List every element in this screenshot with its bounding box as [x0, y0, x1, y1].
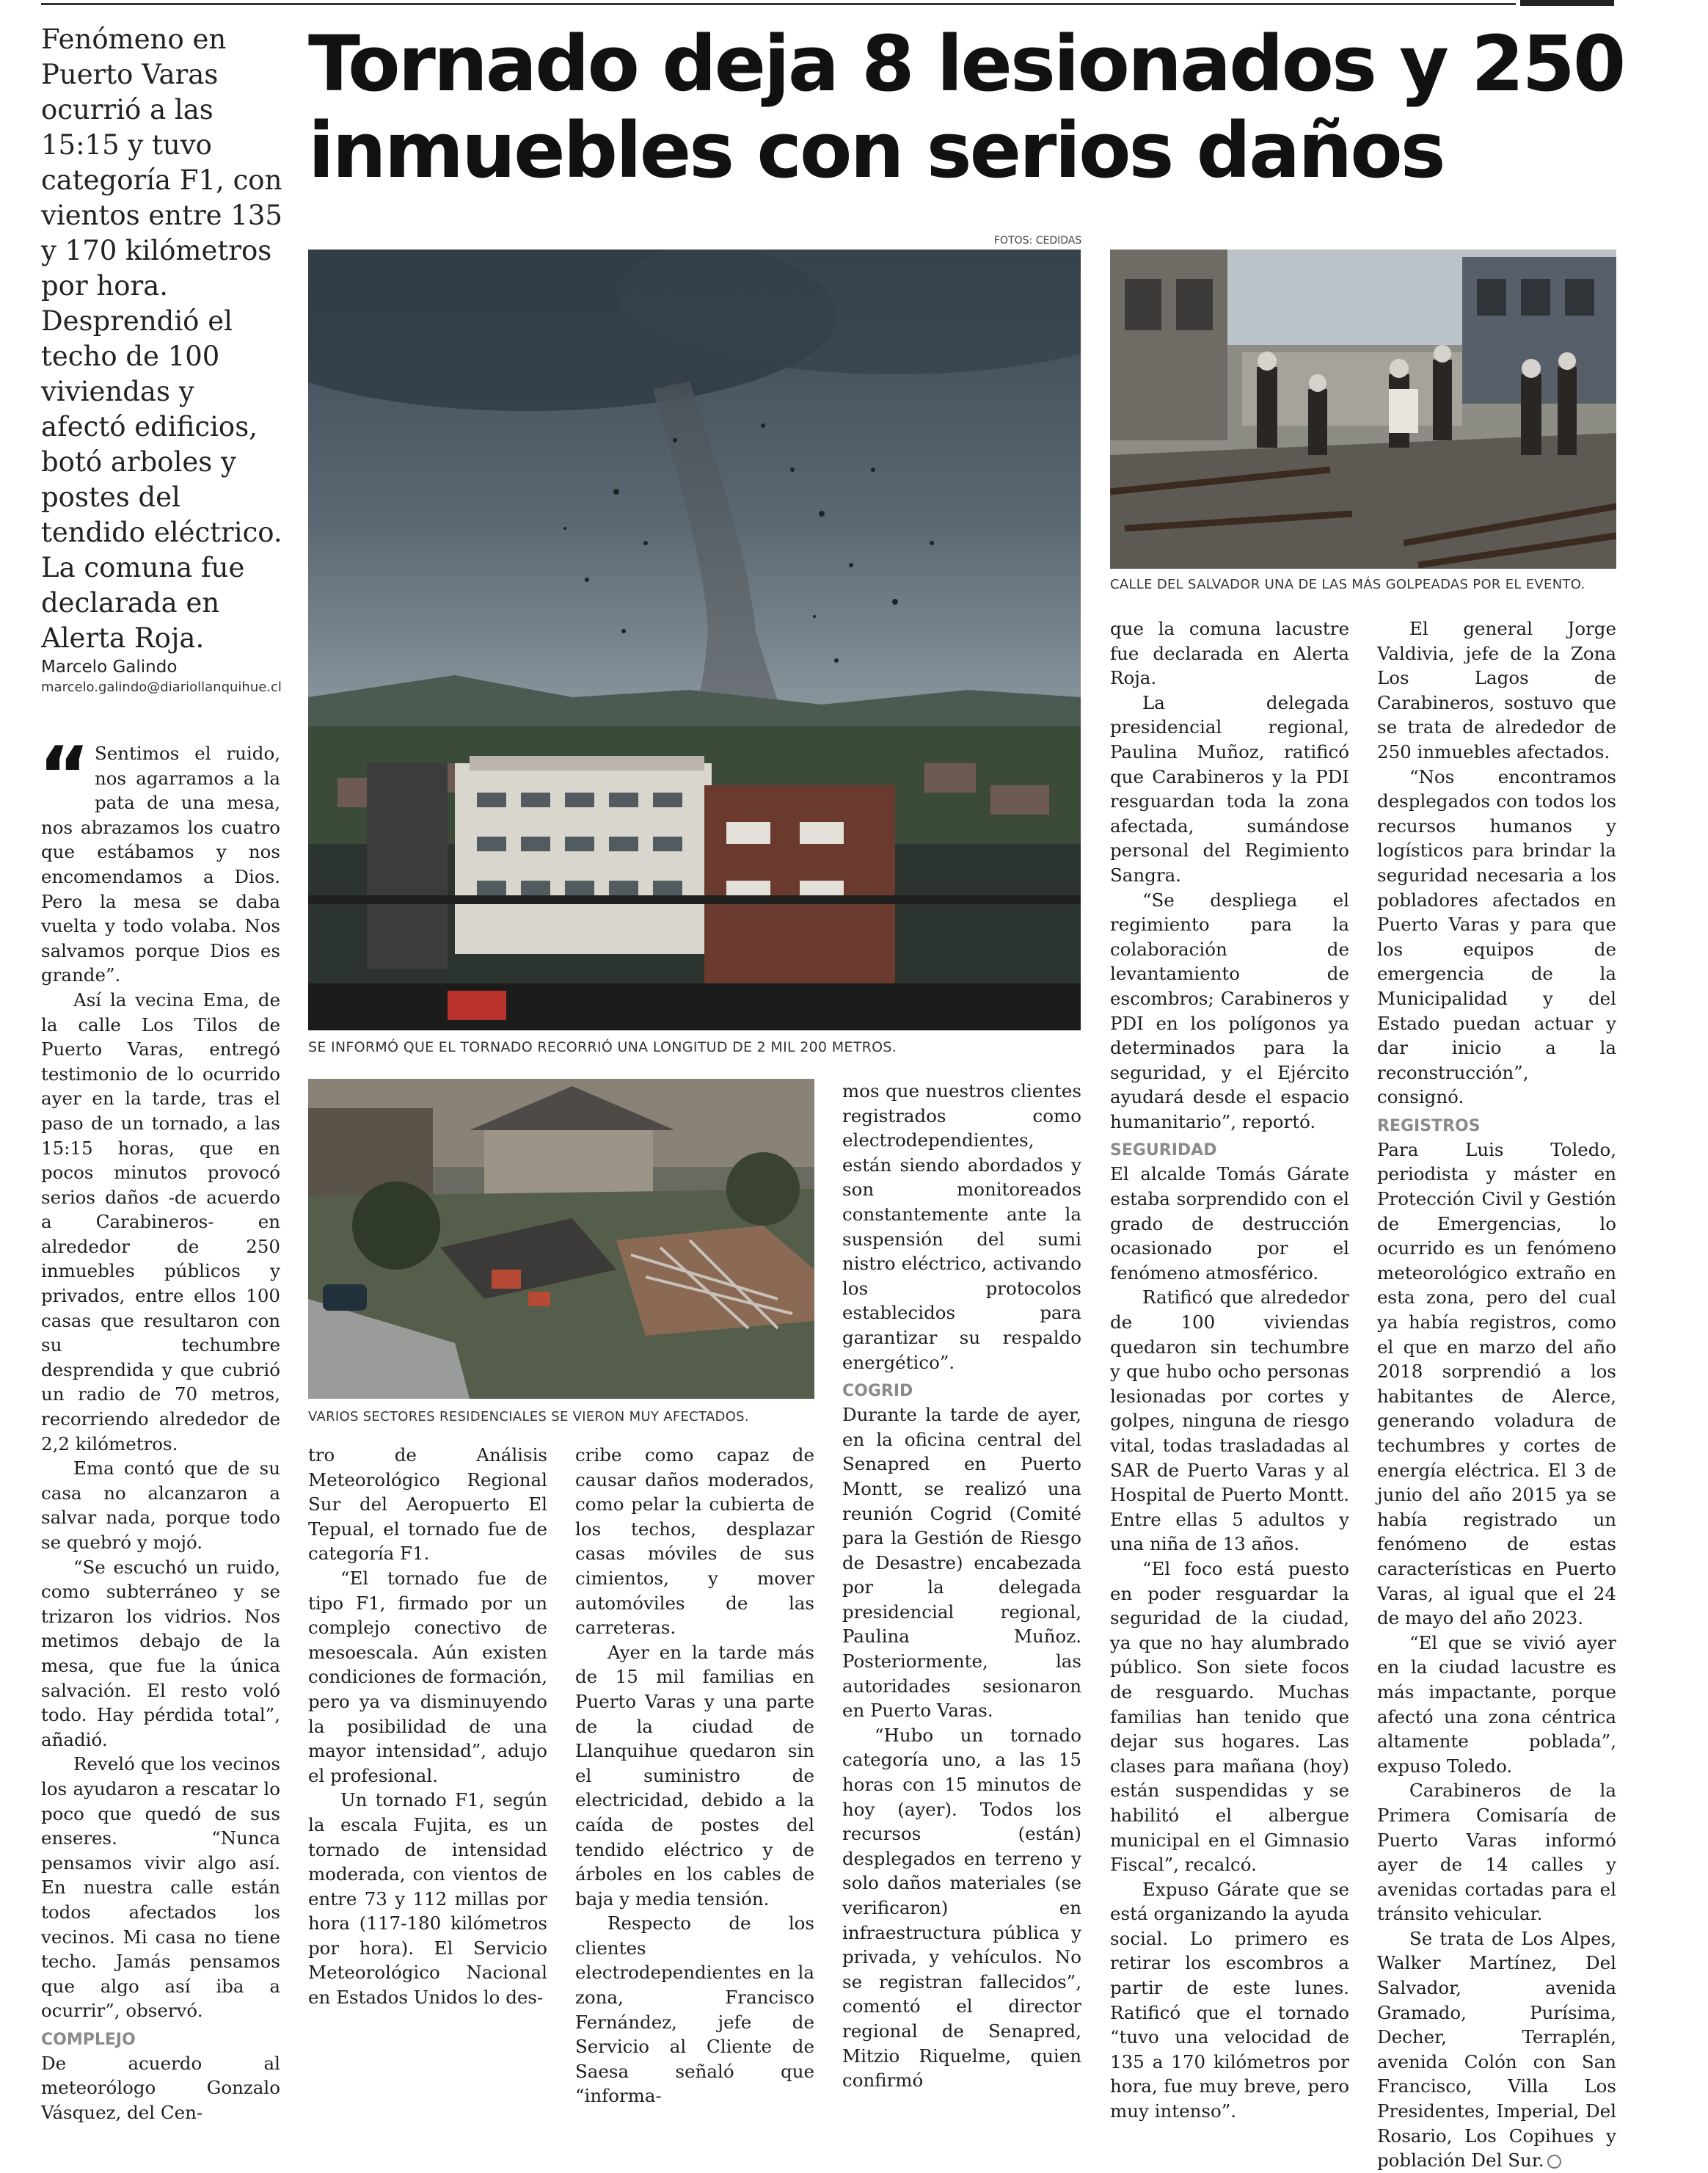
col4-para-2: Durante la tarde de ayer, en la oficina central del Senapred en Puerto Montt, se realizó una reunión Cogrid (Comité para la Gestión de Riesgo de Desastre) encabezada por la delegada presidencial regional, Paulina Muñoz. Posteriormente, las autoridades sesionaron en Puerto Varas. — [842, 1404, 1081, 1722]
col1-para-1-text: Sentimos el ruido, nos agarramos a la pata de una mesa, nos abrazamos los cuatro que estábamos y nos encomendamos a Dios. Pero la mesa se daba vuelta y todo volaba. Nos salvamos porque Dios es grande”. — [41, 743, 280, 986]
lede-summary: Fenómeno en Puerto Varas ocurrió a las 15:15 y tuvo categoría F1, con vientos entre 135 y 170 kilómetros por hora. Desprendió el techo de 100 viviendas y afectó edificios, botó arboles y postes del tendido eléctrico. La comuna fue declarada en Alerta Roja. — [41, 23, 282, 654]
col1-para-3: Ema contó que de su casa no alcanzaron a salvar nada, porque todo se quebró y mojó. — [41, 1457, 280, 1553]
col6-para-3: Para Luis Toledo, periodista y máster en Protección Civil y Gestión de Emergencias, lo ocurrido es un fenómeno meteorológico extraño en esta zona, pero del cual ya había registros, como el que en marzo del año 2018 sorprendió a los habitantes de Alerce, generando voladura de techumbres y cortes de energía eléctrica. El 3 de junio del año 2015 ya se había registrado un fenómeno de estas características en Puerto Varas, al igual que el 24 de mayo del año 2023. — [1377, 1138, 1616, 1629]
col6-para-1: El general Jorge Valdivia, jefe de la Zona Los Lagos de Carabineros, sostuvo que se trata de alrededor de 250 inmuebles afectados. — [1377, 618, 1616, 762]
col2-para-3: Un tornado F1, según la escala Fujita, es un tornado de intensidad moderada, con vientos de entre 73 y 112 millas por hora (117-180 kilómetros por hora). El Servicio Meteorológico Nacional en Estados Unidos lo des- — [308, 1789, 547, 2009]
col6-para-2: “Nos encontramos desplegados con todos los recursos humanos y logísticos para brindar la seguridad necesaria a los pobladores afectados en Puerto Varas y para que los equipos de emergencia de la Municipalidad y del Estado puedan actuar y dar inicio a la reconstrucción”, consignó. — [1377, 765, 1616, 1108]
col1-para-5: Reveló que los vecinos los ayudaron a rescatar lo poco que quedó de sus enseres. “Nunca pensamos vivir algo así. En nuestra calle están todos afectados los vecinos. Mi casa no tiene techo. Jamás pensamos que algo así iba a ocurrir”, observó. — [41, 1753, 280, 2022]
byline-name: Marcelo Galindo — [41, 658, 178, 677]
drop-quote-mark: “ — [38, 730, 90, 822]
caption-residential-photo: VARIOS SECTORES RESIDENCIALES SE VIERON MUY AFECTADOS. — [308, 1409, 749, 1424]
col1-para-6: De acuerdo al meteorólogo Gonzalo Vásquez, del Cen- — [41, 2052, 280, 2124]
col3-para-2: Ayer en la tarde más de 15 mil familias en Puerto Varas y una parte de la ciudad de Llanquihue quedaron sin el suministro de electricidad, debido a la caída de postes del tendido eléctrico y de árboles en los cables de baja y media tensión. — [575, 1641, 814, 1910]
col3-para-3: Respecto de los clientes electrodependientes en la zona, Francisco Fernández, jefe de Servicio al Cliente de Saesa señaló que “informa- — [575, 1912, 814, 2107]
col5-para-4: El alcalde Tomás Gárate estaba sorprendido con el grado de destrucción ocasionado por el fenómeno atmosférico. — [1110, 1163, 1349, 1284]
top-rule-block — [1520, 0, 1614, 6]
col6-para-6 — [1377, 1926, 1616, 2173]
byline-email: marcelo.galindo@diariollanquihue.cl — [41, 680, 282, 695]
section-seguridad: SEGURIDAD — [1110, 1141, 1217, 1160]
col6-para-5: Carabineros de la Primera Comisaría de Puerto Varas informó ayer de 14 calles y avenidas cortadas para el tránsito vehicular. — [1377, 1780, 1616, 1925]
street-photo — [1110, 250, 1616, 569]
end-of-article-icon — [1547, 2155, 1561, 2169]
section-cogrid: COGRID — [842, 1382, 913, 1401]
col2-para-2: “El tornado fue de tipo F1, firmado por un complejo conectivo de mesoescala. Aún existen condiciones de formación, pero ya va disminuyendo la posibilidad de una mayor intensidad”, adujo el profesional. — [308, 1567, 547, 1786]
column-5 — [1110, 616, 1349, 2124]
column-2 — [308, 1443, 547, 2010]
col5-para-7: Expuso Gárate que se está organizando la ayuda social. Lo primero es retirar los escombros a partir de este lunes. Ratificó que el tornado “tuvo una velocidad de 135 a 170 kilómetros por hora, fue muy breve, pero muy intenso”. — [1110, 1878, 1349, 2122]
col4-para-1: mos que nuestros clientes registrados como electrodependientes, están siendo abordados y son monitoreados constantemente ante la suspensión del sumi nistro eléctrico, activando los protocolos establecidos para garantizar su respaldo energético”. — [842, 1080, 1081, 1373]
headline: Tornado deja 8 lesionados y 250 inmuebles con serios daños — [308, 19, 1624, 195]
column-4 — [842, 1079, 1081, 2093]
col5-para-3: “Se despliega el regimiento para la colaboración de levantamiento de escombros; Carabineros y PDI en los polígonos ya determinados para la seguridad, y el Ejército ayudará desde el espacio humanitario”, reportó. — [1110, 889, 1349, 1132]
tornado-photo — [308, 250, 1081, 1030]
col3-para-1: cribe como capaz de causar daños moderados, como pelar la cubierta de los techos, desplazar casas móviles de sus cimientos, y mover automóviles de las carreteras. — [575, 1444, 814, 1639]
column-3 — [575, 1443, 814, 2108]
top-rule — [41, 3, 1516, 5]
col5-para-2: La delegada presidencial regional, Paulina Muñoz, ratificó que Carabineros y la PDI resguardan toda la zona afectada, sumándose personal del Regimiento Sangra. — [1110, 691, 1349, 886]
col2-para-1: tro de Análisis Meteorológico Regional Sur del Aeropuerto El Tepual, el tornado fue de categoría F1. — [308, 1444, 547, 1565]
residential-photo — [308, 1079, 814, 1399]
col4-para-3: “Hubo un tornado categoría uno, a las 15 horas con 15 minutos de hoy (ayer). Todos los recursos (están) desplegados en terreno y solo daños materiales (se verificaron) en infraestructura pública y privada, y vehículos. No se registran fallecidos”, comentó el director regional de Senapred, Mitzio Riquelme, quien confirmó — [842, 1724, 1081, 2092]
section-registros: REGISTROS — [1377, 1116, 1481, 1135]
col6-para-4: “El que se vivió ayer en la ciudad lacustre es más impactante, porque afectó una zona céntrica altamente poblada”, expuso Toledo. — [1377, 1631, 1616, 1777]
col1-para-4: “Se escuchó un ruido, como subterráneo y se trizaron los vidrios. Nos metimos debajo de la mesa, que fue la única salvación. El resto voló todo. Hay pérdida total”, añadió. — [41, 1556, 280, 1750]
col5-para-6: “El foco está puesto en poder resguardar la seguridad de la ciudad, ya que no hay alumbrado público. Son siete focos de resguardo. Muchas familias han tenido que dejar sus hogares. Las clases para mañana (hoy) están suspendidas y se habilitó el albergue municipal en el Gimnasio Fiscal”, recalcó. — [1110, 1557, 1349, 1876]
caption-street-photo: CALLE DEL SALVADOR UNA DE LAS MÁS GOLPEADAS POR EL EVENTO. — [1110, 577, 1585, 592]
col5-para-5: Ratificó que alrededor de 100 viviendas quedaron sin techumbre y que hubo ocho personas lesionadas por cortes y golpes, ninguna de riesgo vital, todas trasladadas al SAR de Puerto Varas y al Hospital de Puerto Montt. Entre ellas 5 adultos y una niña de 13 años. — [1110, 1286, 1349, 1555]
column-1 — [38, 730, 280, 2125]
caption-main-photo: SE INFORMÓ QUE EL TORNADO RECORRIÓ UNA LONGITUD DE 2 MIL 200 METROS. — [308, 1039, 897, 1055]
col1-para-1 — [38, 730, 280, 988]
col1-para-2: Así la vecina Ema, de la calle Los Tilos de Puerto Varas, entregó testimonio de lo ocurrido ayer en la tarde, tras el paso de un tornado, a las 15:15 horas, que en pocos minutos provocó serios daños -de acuerdo a Carabineros- en alrededor de 250 inmuebles públicos y privados, entre ellos 100 casas que resultaron con su techumbre desprendida y que cubrió un radio de 70 metros, recorriendo alrededor de 2,2 kilómetros. — [41, 989, 280, 1455]
section-complejo: COMPLEJO — [41, 2030, 136, 2049]
photo-credit: FOTOS: CEDIDAS — [994, 235, 1082, 247]
col5-para-1: que la comuna lacustre fue declarada en Alerta Roja. — [1110, 618, 1349, 689]
column-6 — [1377, 616, 1616, 2173]
col6-para-6-text: Se trata de Los Alpes, Walker Martínez, Del Salvador, avenida Gramado, Purísima, Decher, Terraplén, avenida Colón con San Francisco, Villa Los Presidentes, Imperial, Del Rosario, Los Copihues y población Del Sur. — [1377, 1927, 1616, 2172]
